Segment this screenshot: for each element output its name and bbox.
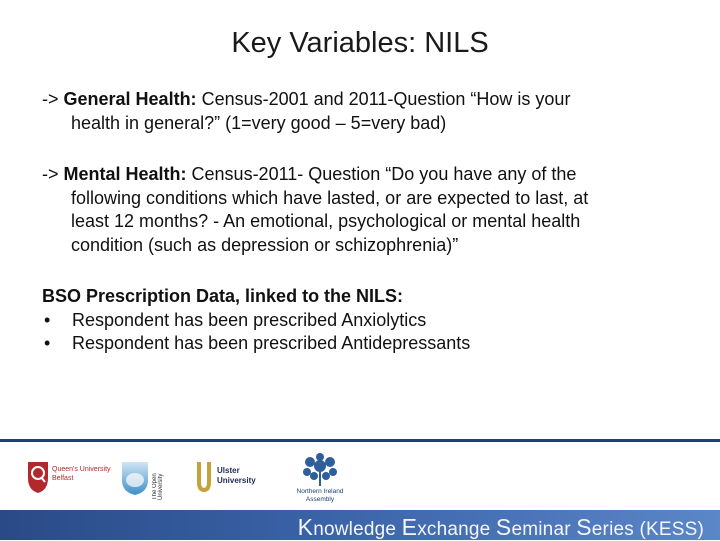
- slide-content: [42, 88, 682, 356]
- mental-health-paragraph: [42, 163, 682, 257]
- mental-health-arrow: ->: [42, 164, 64, 184]
- slide-title: Key Variables: NILS: [231, 27, 489, 59]
- ulster-emblem-icon: [195, 460, 213, 494]
- bso-bullet: [42, 332, 682, 356]
- general-health-text: Census-2001 and 2011-Question “How is your: [196, 89, 571, 109]
- general-health-label: General Health:: [63, 89, 197, 109]
- open-university-shield-icon: [120, 460, 150, 496]
- assembly-name-1: Northern Ireland: [296, 488, 344, 495]
- queens-university-logo: [26, 460, 111, 500]
- flax-flower-icon: [298, 452, 342, 488]
- bso-bullet-text: Respondent has been prescribed Antidepressants: [72, 333, 471, 353]
- open-university-wordmark: The Open University: [152, 473, 164, 500]
- footer-series-title: Knowledge Exchange Seminar Series (KESS): [297, 514, 704, 540]
- ulster-name-1: Ulster: [217, 466, 240, 475]
- ni-assembly-logo: [285, 452, 355, 508]
- open-university-logo: [120, 458, 170, 502]
- mental-health-continuation-3: condition (such as depression or schizophrenia)”: [71, 234, 459, 255]
- ulster-university-logo: [195, 460, 265, 500]
- bso-bullet-text: Respondent has been prescribed Anxiolytics: [72, 309, 427, 330]
- footer-banner: [0, 510, 720, 540]
- general-health-arrow: ->: [42, 89, 64, 109]
- queens-name-1: Queen's University: [52, 466, 111, 473]
- bso-heading: BSO Prescription Data, linked to the NILS:: [42, 286, 404, 306]
- mental-health-label: Mental Health:: [63, 164, 187, 184]
- mental-health-continuation-1: following conditions which have lasted, or are expected to last, at: [71, 187, 589, 208]
- assembly-name-2: Assembly: [305, 496, 335, 503]
- general-health-paragraph: [42, 88, 682, 135]
- partner-logos: [0, 442, 720, 510]
- queens-crest-icon: [26, 460, 50, 494]
- bullet-dot: •: [44, 333, 51, 353]
- ulster-name-2: University: [217, 476, 256, 485]
- bullet-dot: •: [44, 309, 51, 330]
- general-health-continuation: health in general?” (1=very good – 5=very bad): [71, 112, 447, 133]
- mental-health-text: Census-2011- Question “Do you have any of the: [186, 164, 577, 184]
- mental-health-continuation-2: least 12 months? - An emotional, psychological or mental health: [71, 211, 581, 231]
- queens-name-2: Belfast: [52, 475, 74, 482]
- bso-bullet: [42, 309, 682, 333]
